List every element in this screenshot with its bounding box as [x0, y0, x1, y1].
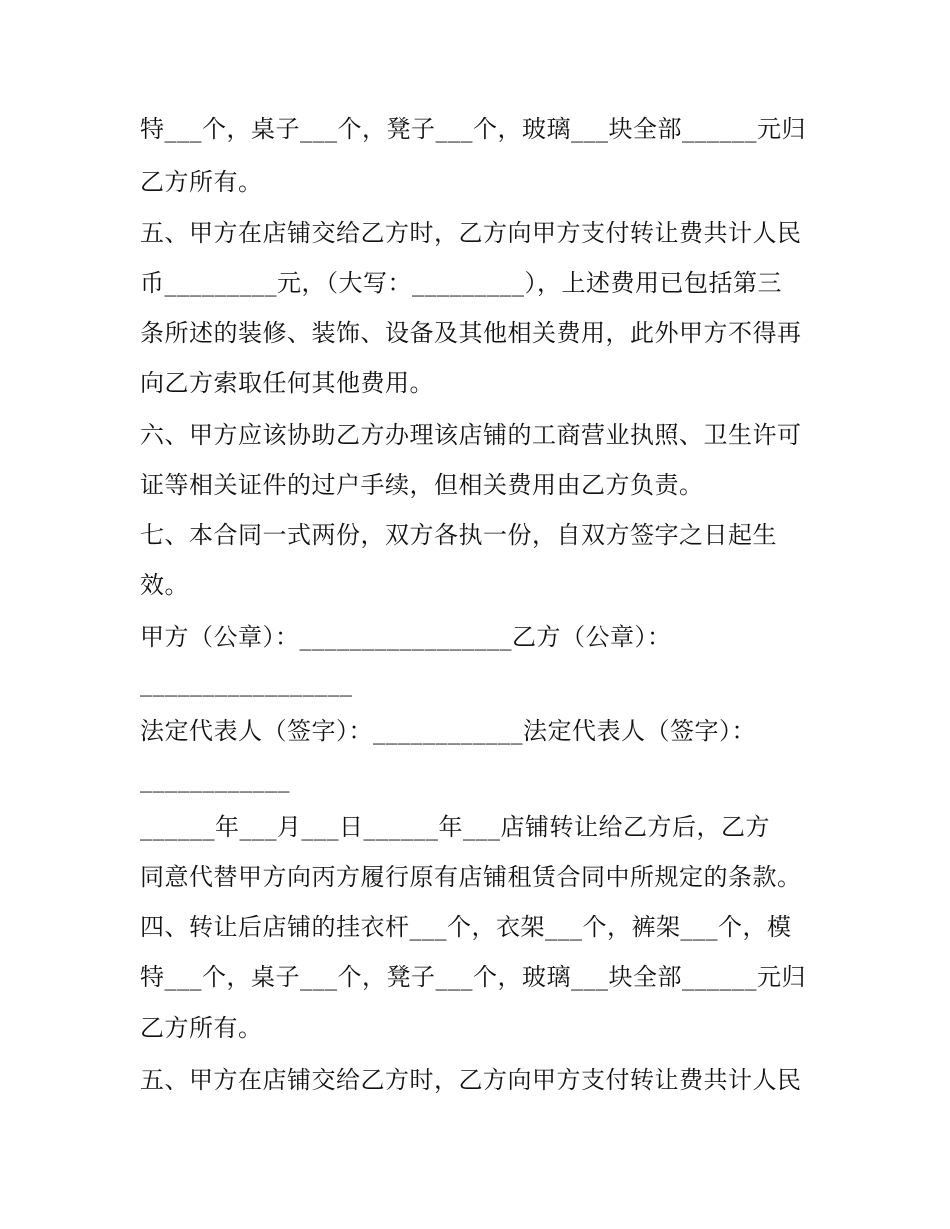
text-line: 特___个，桌子___个，凳子___个，玻璃___块全部______元归: [140, 115, 806, 143]
text-line: 七、本合同一式两份，双方各执一份，自双方签字之日起生: [140, 521, 777, 549]
signature-line: 甲方（公章）：_________________乙方（公章）：: [140, 623, 672, 651]
signature-blank: ____________: [140, 765, 290, 793]
text-line: 条所述的装修、装饰、设备及其他相关费用，此外甲方不得再: [140, 319, 802, 347]
text-line: 乙方所有。: [140, 1014, 263, 1042]
text-line: 六、甲方应该协助乙方办理该店铺的工商营业执照、卫生许可: [140, 421, 802, 449]
text-line: 乙方所有。: [140, 168, 263, 196]
text-line: 效。: [140, 571, 189, 599]
text-line: 同意代替甲方向丙方履行原有店铺租赁合同中所规定的条款。: [140, 863, 802, 891]
text-line: 四、转让后店铺的挂衣杆___个，衣架___个，裤架___个，模: [140, 913, 792, 941]
signature-line: 法定代表人（签字）：____________法定代表人（签字）：: [140, 717, 756, 745]
text-line: 五、甲方在店铺交给乙方时，乙方向甲方支付转让费共计人民: [140, 1066, 802, 1094]
text-line: 币_________元，（大写：_________），上述费用已包括第三: [140, 269, 782, 297]
text-line: 特___个，桌子___个，凳子___个，玻璃___块全部______元归: [140, 963, 806, 991]
text-line: 五、甲方在店铺交给乙方时，乙方向甲方支付转让费共计人民: [140, 219, 802, 247]
text-line: ______年___月___日______年___店铺转让给乙方后，乙方: [140, 813, 770, 841]
signature-blank: _________________: [140, 669, 353, 697]
text-line: 向乙方索取任何其他费用。: [140, 369, 434, 397]
text-line: 证等相关证件的过户手续，但相关费用由乙方负责。: [140, 471, 704, 499]
